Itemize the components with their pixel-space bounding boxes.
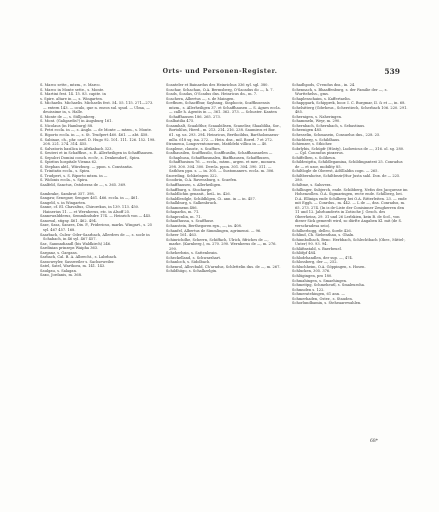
register-entry: Schlossberg, der —, 252.	[292, 260, 338, 265]
register-entry: Satel, Satel, Warthora, m. 141. 143.	[40, 264, 106, 269]
register-entry: Schenrol, Albvcbald, Ch'arndus, Schlettelin dns. de —, m. 267.	[166, 264, 281, 269]
register-entry: Schinnbolbach, Benc. Herbbach, Schlechtbach (Ober., Mittel-, Unter) 90. 93. 94.	[292, 237, 406, 247]
register-entry: S. Michaelis. Michaelis. Michaelis fest. 54. 55. 115. 271—273. — extern 143. — oculo, que n. eneos sul. spud. — Ulma, — deuissime in, s. Halle.	[40, 101, 154, 115]
register-entry: Scafhausilen, Scaffhusilo, Scaffhusilin, Schaffhausaelen — Schaphusa, Schaffhusmaleu, Biaffhausen, Schaffhusen, Schaffhusium 76. — eccla., mtzm., argen. et mer., monuru. 298. 300. 304. 300. Dercla. ppon. 301. 304. 390. 311. — Sathhen ppu. s. — in. 305. — Sustomaners. eccla. m. 306.	[166, 151, 277, 174]
register-entry: Sangaw, Senegaw, Sengaw 461. 466. eccla. in —, 461.	[40, 196, 139, 201]
register-entry: Sobrlybis, Schüpfr (Hüsty), Ludowicus de —, 316. ol. sg. 280. — Cpl. Conradus pinxerus.	[292, 146, 405, 156]
register-column-right	[292, 83, 408, 306]
register-entry: S. Martini fest. 14. 15. 83. capite. in	[40, 92, 106, 97]
register-entry: Sannewaldderus, Semmlindsdre 174. — Heinrich von — 445.	[40, 214, 152, 219]
register-entry: Schilherbogg, delleo, Sorde 426.	[292, 228, 352, 233]
register-entry: Szoerding, Schkrönpen 322.	[166, 173, 218, 178]
register-entry: Schinrichdhe, Scherrn, Schiffach, Ulrich, fifriches de —, marke. (Karnberg.), m. 270. 290. Wernherus de —, m. 276. 290.	[166, 237, 277, 251]
register-entry: Schmuden s. 122.	[292, 287, 325, 292]
register-entry: S. Mont. (Galigardis?) in Augsburg 161.	[40, 119, 113, 124]
register-entry: Schillinger, Subjerch, ende. Schibberg, Nefos des Jacquesse im Hohenzollen. O.A. Sigmaringen, recte ende. Schilberg, bei. D.A. Elliniga ende Schilberg bei O.A. Ritterleiten. 23. — ende mit Eggh. — Conrdus., m. 442. — L de —, dns. Conradus, m. 65. 273. 274. (In is de-Liste der Conisinner Zeugherren den 11 und 12. Jahrhunderts in Zotische J. Gesch. des Oberrheins, 29. 31 und 26 Lerlskien, kein B. de Scd., von dieser Sick gemerdt wird, so dürfte Angaben Kl. mit (de S. verschradesa seio).	[292, 187, 408, 228]
register-entry: S. Widonis eccla., s. Spira.	[40, 178, 89, 183]
signature-mark: 68*	[370, 439, 378, 444]
register-entry: Saulgau, s. Salagan.	[40, 268, 78, 273]
register-entry: Schanloch, s. Sidolbach.	[166, 260, 211, 265]
register-entry: Schmahingen, s. Smaehingen.	[292, 278, 348, 283]
register-entry: Scheenigen 485.	[292, 128, 323, 133]
register-entry: Scads, Scadas, O'Scadus dns. Heinricus dn., m. 7.	[166, 92, 258, 97]
register-entry: Schaplenschaim, s. Kaffertaelin.	[292, 96, 351, 101]
register-entry: Sanne, cf. El. Chavaltus, Chirorekus, in 139. 113. 450. Hainerius 11. — et Wernherus, etc. in Alsoff 25.	[40, 205, 140, 214]
register-entry: Scoobrin, O.A. Ravensburg, s. Scaefen.	[166, 178, 238, 183]
register-entry: Scaplene, claustr., s. Scaffurs.	[166, 146, 221, 151]
register-entry: S. Stephan abtl., Würzburg. — ppon. s. Constantia.	[40, 164, 133, 169]
register-entry: S. Sepulcri Domini conch. ecclv., s. Denkendorf., Spira.	[40, 155, 141, 160]
register-entry: Saalfeld, Sanctus, Ostoberas de —, s. 365. 369.	[40, 183, 127, 188]
register-entry: Schanfel, Albertus de Simmlingen, agrimensi. — 96.	[166, 228, 262, 233]
register-entry: Schmeitpg, Schmeheutl, s. Smaleuroha.	[292, 283, 365, 288]
register-entry: Scachar, Schachan, O.A. Bermsberg, O'Sacadus do —, h. 7.	[166, 87, 274, 92]
register-entry: Schildesiptta, Schildlegamina, Schildingantest 25. Conradus de — et uzor, mobility 85.	[292, 160, 403, 169]
register-entry: Schlöfpf 484.	[292, 251, 317, 256]
register-entry: S. Salvatoris basilica in Afrikabach 323.	[40, 146, 113, 151]
register-entry: Sassoweyler, Sassweiler s. Sachseweiler.	[40, 259, 115, 264]
register-entry: S. Nicolaus (in Hamburg) 88.	[40, 123, 94, 128]
register-entry: S. Monte de —, s. Stilljonberg.	[40, 114, 96, 119]
register-entry: Scaamhalt, Scaaldtlur, Scaaabilisen, Scanelisr, Shaablilia, Sor., Bortolilus, Hierd., m. 213. 214. 216. 238. Saumiros et Bor. 61. sg. us. 293. 294. Heinricus, Berthoildus, Bartholomaeus-mllu. 618 sq. isa. 272. — Hein. dns., mil. Borrd. 7 et 272.	[166, 123, 281, 142]
register-entry: S. Spiritus hospitale Vienna 62.	[40, 160, 98, 165]
register-entry: Schaparlin, m. 71.	[166, 210, 200, 215]
register-entry: Schiltbernhotse, Schiltbezir(Hur Justa sahl. Dox. de — 225. 280.	[292, 173, 401, 183]
register-entry: Schlügingen, pro 180.	[292, 273, 333, 278]
register-entry: Sambrake, Sambrut 357. 398.	[40, 191, 95, 196]
register-entry: Schläfinstabl, s. Baerbeuel.	[292, 246, 342, 251]
register-entry: Sanowal, stigny. 461. 462. 494.	[40, 218, 97, 223]
register-entry: Sar., Sanmndiandl (bis Waldkirch) 246.	[40, 241, 112, 246]
register-entry: Saarbach, Culeu- Oder-Saarbach, Allerdres de —, s. socle in Schabach, in 46 syl. 467 457.	[40, 232, 150, 242]
register-entry: Schienzer, s. Sthicher.	[292, 142, 333, 147]
register-entry: Schennach, s. Bhaaffenburg, s. der Familie der —, s. Wurttehelss., gms.	[292, 87, 388, 97]
register-entry: Schesselin, Schmasein, Consuelus dns., 228. 25.	[292, 133, 381, 138]
register-entry: Scachera, Albertus —, s. de Maingen.	[166, 96, 235, 101]
register-entry: Schammeln, Weyr, m. 290.	[292, 119, 341, 124]
page-number: 539	[384, 67, 400, 76]
register-entry: S. Marco sette., mtzm., e. Marco.	[40, 83, 101, 87]
register-entry: Schalkburg, s. Salkenbruch.	[166, 201, 218, 206]
register-entry: Schorlundbamin, s. Steheaarewahlen.	[292, 301, 362, 306]
register-entry: S. Seuteri et in Schaffhse., s. R. Allerheiligen in Schaffhausen.	[40, 151, 154, 156]
register-entry: S. Marco in Monte sette., s. Monte.	[40, 87, 105, 92]
register-entry: Schiffelben, s. Soliheun.	[292, 155, 337, 160]
register-entry: Schammenn 486.	[166, 205, 198, 210]
register-entry: S. Trinitatis eccla., s. Spira.	[40, 169, 91, 174]
register-columns	[40, 83, 408, 443]
register-entry: Scefburn, Schacffbur, Sayhnng, Sinphocis, Scaffhusensis mtzm., s. Allerheiligen 37. et Schaffhausen — S. Agnes eccla. — calle h. Agentis in —, 361. 362. 373. — Schuster. Kanten Schaffhausen 186. 265. 273.	[166, 101, 281, 119]
register-entry: Schadhpods, C'rendus dns., in. 24.	[292, 83, 356, 87]
page-header	[40, 68, 400, 80]
register-entry: s. Spire. altare in —, s. Wingarten.	[40, 96, 103, 101]
register-entry: Schluchheim, O.A. Göppingen, s. Hosen.	[292, 264, 366, 269]
register-entry: Schiltme, s. Saluvera.	[292, 183, 332, 188]
register-entry: Sardinian prinzeps Waipha 363.	[40, 246, 99, 251]
register-entry: Schapppark, Schipprek, boor. I. C. Burgmar, II. & et —, in. 68.	[292, 101, 406, 106]
register-entry: Schaffburg, s. Stocharge.	[166, 187, 213, 192]
page-title: Orts- und Personen-Register.	[162, 68, 278, 75]
register-entry: S. Sabinae, ch., phr. card. D. Hugo 92. 101. 111. 126. 152. 198. 208. 221. 274. 314. 455.	[40, 137, 156, 147]
register-entry: S. Trudpert, s. S. Riporto mtzm. in —	[40, 173, 108, 178]
register-entry: Scalbatilia 475.	[166, 119, 195, 124]
register-entry: S. Petri eccla. in —, s. Anglo. — de Monte — mtzm., s. Monte.	[40, 128, 153, 133]
register-column-left	[40, 83, 156, 278]
register-entry: S. Riporto eccla. in —, s. St. Trudpert 460. 461. — abt. 458.	[40, 133, 149, 138]
register-entry: Stramenu, Longoventonorum, Matildehi villica in — 40.	[166, 142, 268, 147]
register-entry: Schernigen, s. Naheringen.	[292, 114, 343, 119]
register-entry: Schanstein, Berthegoren rgn., —, in. 408.	[166, 223, 242, 228]
register-entry: Scheer 161. 463.	[166, 233, 198, 238]
register-entry: Sangeld, s. in Wingarten.	[40, 200, 87, 205]
register-entry: Saxo, Jordanis, m. 368.	[40, 273, 83, 278]
register-entry: Schaldlesdgle, Schildhlgen, Ci. ann. in — in. 457.	[166, 196, 256, 201]
register-entry: Schaufhussa, s. Scaffhuse.	[166, 219, 215, 224]
register-entry: Schlind, Ch. Siebenthau, s. Ghaln.	[292, 233, 355, 238]
register-entry: Schmerhaden, Oster., s. Stauden.	[292, 296, 354, 301]
register-entry: Schiltlogle de Oberest, AdSllaldin cogn. — 265.	[292, 169, 379, 174]
register-entry: Scheckelland, s. Schwarzhart.	[166, 255, 222, 260]
register-entry: Scheherbzin, s. Sattenbrain.	[166, 251, 218, 256]
register-entry: Schelsitterg (Gdwheus., Scherstiech, Scherbach 106. 220. 291. 485.	[292, 105, 408, 115]
register-entry: Schmeratehingen, 61 ann. —	[292, 292, 345, 297]
register-entry: Schlucken, 305. 376.	[292, 269, 331, 274]
register-column-middle	[166, 83, 282, 274]
register-entry: Schlodrhandlen, der sup. —, 474.	[292, 255, 353, 260]
register-entry: Sarbach, Cal. B. A. Albrecht., s. Labrbach.	[40, 255, 118, 260]
register-entry: Sarganz, s. Gargans.	[40, 250, 78, 255]
register-entry: Schichberg, s. Schildhaus.	[292, 137, 341, 142]
register-entry: Scanteler et Bainardus des Heinrichus 336 syl. sgl. 380.	[166, 83, 269, 87]
register-entry: Schaldlichin genanit., beiL. in. 426.	[166, 192, 231, 197]
register-entry: Saze, Sasa, Sanzes, Dix. F., Fridericus, marks. Wingart., s. 25 syl. 467 457. 168.	[40, 223, 153, 232]
register-entry: Schernbach, Schernbach, s. Sebastinus.	[292, 123, 366, 128]
register-entry: Schildhügo, s. Schalkzelgin.	[166, 269, 218, 274]
register-entry: Schaprcnlin, m. 71.	[166, 214, 202, 219]
register-entry: Schaffhausen, s. Allerheiligen.	[166, 183, 222, 188]
